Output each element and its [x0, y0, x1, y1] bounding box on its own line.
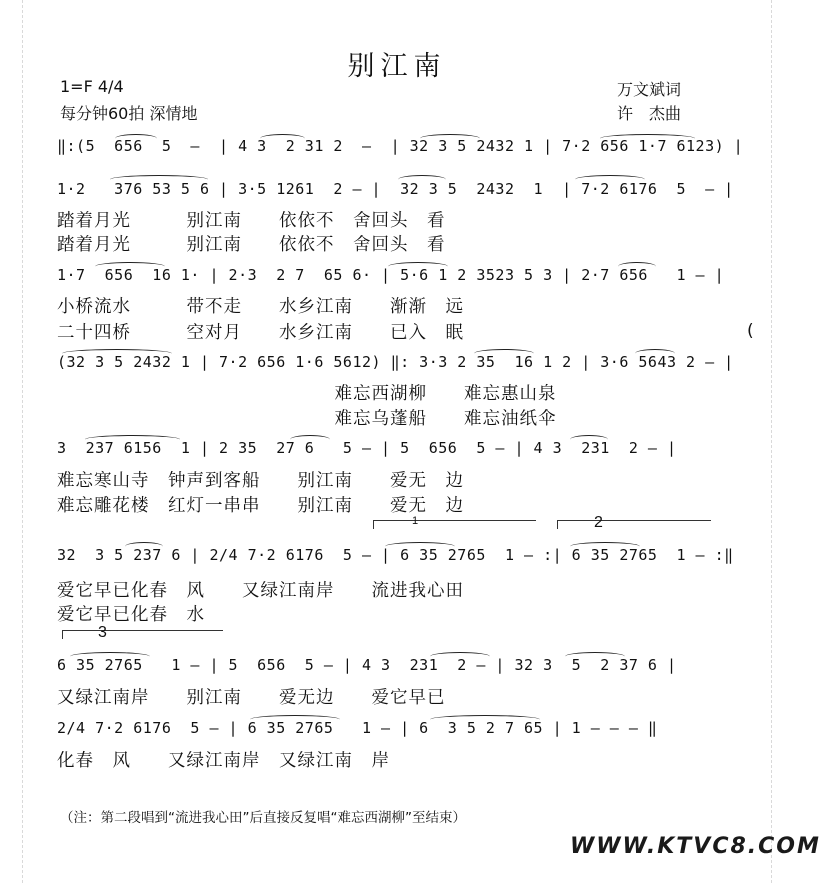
side-parenthesis: ( [747, 321, 754, 341]
lyric-line-7: 又绿江南岸 别江南 爱无边 爱它早已 [57, 688, 446, 708]
lyric-line-2-verse-2: 踏着月光 别江南 依依不 舍回头 看 [57, 235, 446, 255]
slur-mark [388, 262, 448, 271]
composer-credit: 许 杰曲 [617, 104, 682, 123]
lyric-line-6-verse-1: 爱它早已化春 风 又绿江南岸 流进我心田 [57, 581, 464, 601]
notation-line-1: ‖:(5 656 5 – | 4 3 2 31 2 – | 32 3 5 2432 1 | 7·2 656 1·7 6123) | [57, 137, 744, 155]
volta-label-3: 3 [98, 624, 107, 641]
tempo-marking: 每分钟60拍 深情地 [60, 104, 198, 123]
volta-bracket-1 [373, 520, 536, 529]
slur-mark [565, 652, 625, 661]
song-title: 别江南 [347, 51, 447, 82]
slur-mark [570, 435, 608, 444]
slur-mark [62, 349, 172, 358]
volta-label-2: 2 [594, 514, 603, 531]
slur-mark [260, 134, 305, 143]
slur-mark [474, 349, 534, 358]
volta-bracket-2 [557, 520, 711, 529]
lyric-line-4-verse-2: 难忘乌蓬船 难忘油纸伞 [57, 409, 557, 429]
left-margin-strip [0, 0, 23, 883]
slur-mark [575, 175, 645, 184]
key-time-signature: 1=F 4/4 [60, 77, 124, 96]
slur-mark [250, 715, 340, 724]
slur-mark [110, 175, 208, 184]
lyric-line-3-verse-2: 二十四桥 空对月 水乡江南 已入 眠 [57, 323, 464, 343]
slur-mark [430, 715, 540, 724]
footnote: （注：第二段唱到“流进我心田”后直接反复唱“难忘西湖柳”至结束） [60, 810, 466, 826]
notation-line-6: 32 3 5 237 6 | 2/4 7·2 6176 5 – | 6 35 2765 1 – :| 6 35 2765 1 – :‖ [57, 546, 734, 564]
slur-mark [95, 262, 165, 271]
slur-mark [115, 134, 157, 143]
slur-mark [600, 134, 695, 143]
slur-mark [420, 134, 480, 143]
slur-mark [570, 542, 640, 551]
slur-mark [125, 542, 163, 551]
lyric-line-2-verse-1: 踏着月光 别江南 依依不 舍回头 看 [57, 211, 446, 231]
lyric-line-3-verse-1: 小桥流水 带不走 水乡江南 渐渐 远 [57, 297, 464, 317]
volta-bracket-3 [62, 630, 223, 639]
lyric-line-6-verse-2: 爱它早已化春 水 [57, 605, 205, 625]
notation-line-8: 2/4 7·2 6176 5 – | 6 35 2765 1 – | 6 3 5 2 7 65 | 1 – – – ‖ [57, 719, 658, 737]
lyric-line-5-verse-1: 难忘寒山寺 钟声到客船 别江南 爱无 边 [57, 471, 464, 491]
notation-line-3: 1·7 656 16 1· | 2·3 2 7 65 6· | 5·6 1 2 3523 5 3 | 2·7 656 1 – | [57, 266, 725, 284]
lyric-line-4-verse-1: 难忘西湖柳 难忘惠山泉 [57, 384, 557, 404]
slur-mark [70, 652, 150, 661]
slur-mark [385, 542, 455, 551]
slur-mark [290, 435, 330, 444]
lyric-line-5-verse-2: 难忘雕花楼 红灯一串串 别江南 爱无 边 [57, 496, 464, 516]
lyricist-credit: 万文斌词 [617, 80, 682, 99]
notation-line-7: 6 35 2765 1 – | 5 656 5 – | 4 3 231 2 – | 32 3 5 2 37 6 | [57, 656, 677, 674]
right-margin-strip [771, 0, 794, 883]
slur-mark [430, 652, 490, 661]
volta-label-1: 1 [412, 515, 419, 527]
slur-mark [635, 349, 675, 358]
slur-mark [85, 435, 180, 444]
notation-line-2: 1·2 376 53 5 6 | 3·5 1261 2 – | 32 3 5 2432 1 | 7·2 6176 5 – | [57, 180, 734, 198]
notation-line-4: (32 3 5 2432 1 | 7·2 656 1·6 5612) ‖: 3·3 2 35 16 1 2 | 3·6 5643 2 – | [57, 353, 734, 371]
notation-line-5: 3 237 6156 1 | 2 35 27 6 5 – | 5 656 5 – | 4 3 231 2 – | [57, 439, 677, 457]
slur-mark [398, 175, 446, 184]
site-watermark: WWW.KTVC8.COM [570, 834, 821, 859]
slur-mark [618, 262, 656, 271]
lyric-line-8: 化春 风 又绿江南岸 又绿江南 岸 [57, 751, 390, 771]
